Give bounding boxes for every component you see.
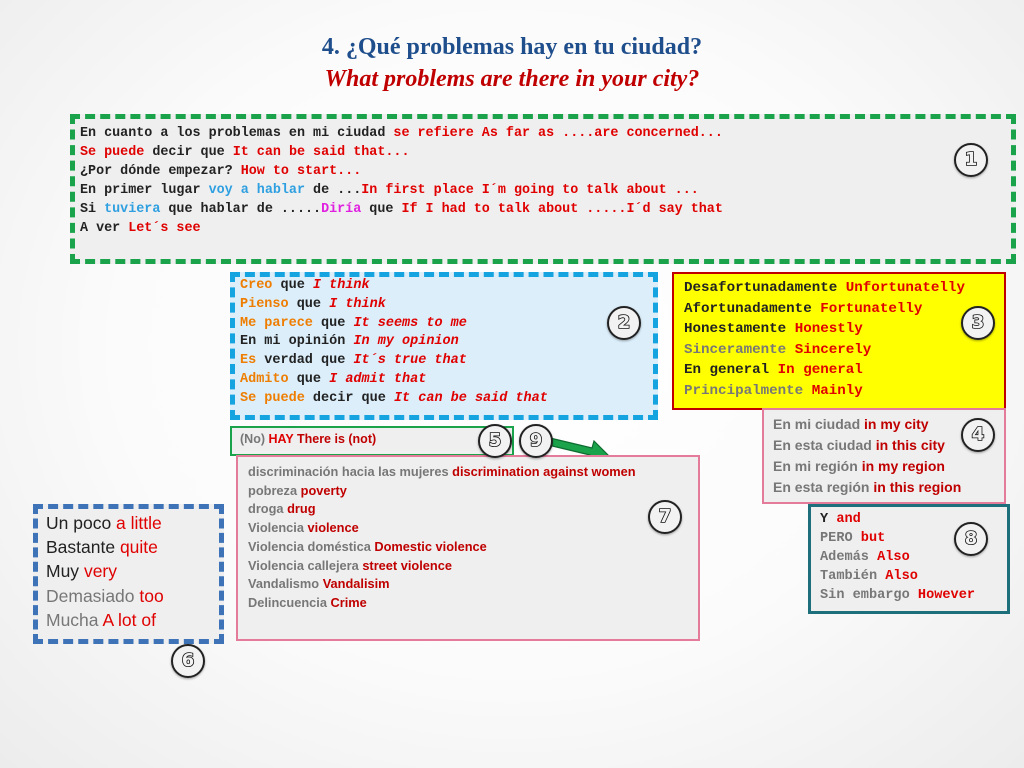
phrase-line — [820, 567, 975, 586]
phrase-segment: ¿Por dónde empezar? — [80, 164, 241, 179]
phrase-segment: poverty — [300, 482, 347, 498]
phrase-segment: Un poco — [46, 513, 117, 533]
box1-lines — [80, 124, 723, 238]
phrase-segment: de ... — [305, 183, 362, 198]
badge-1: 1 — [954, 143, 988, 177]
phrase-segment: decir que — [144, 145, 233, 160]
phrase-segment: Sinceramente — [684, 341, 795, 358]
phrase-line — [240, 390, 548, 409]
phrase-segment: Vandalismo — [248, 576, 323, 592]
phrase-segment: In first place I´m going to talk about ... — [361, 183, 699, 198]
phrase-segment: very — [83, 561, 117, 582]
phrase-segment: voy a hablar — [208, 183, 306, 198]
phrase-segment: En cuanto a los problemas en mi ciudad — [80, 126, 394, 141]
phrase-segment: discriminación hacia las mujeres — [248, 464, 453, 479]
phrase-segment: Creo — [240, 278, 273, 293]
phrase-line — [248, 575, 636, 594]
phrase-segment: It can be said that... — [232, 145, 410, 160]
phrase-line — [248, 500, 636, 519]
phrase-segment: It can be said that — [393, 390, 548, 406]
phrase-segment: It seems to me — [353, 315, 467, 331]
phrase-segment: A ver — [80, 221, 129, 236]
phrase-line — [240, 352, 548, 371]
phrase-segment: En general — [684, 362, 778, 378]
phrase-segment: Mainly — [811, 382, 863, 399]
phrase-line — [46, 511, 164, 535]
phrase-line — [820, 529, 975, 548]
phrase-segment: There is (not) — [293, 432, 377, 446]
phrase-segment: que — [312, 315, 354, 331]
phrase-line — [80, 181, 723, 200]
phrase-segment: En primer lugar — [80, 183, 209, 198]
phrase-line — [248, 519, 636, 538]
phrase-line — [240, 277, 548, 296]
phrase-segment: Si — [80, 202, 105, 217]
title-english: What problems are there in your city? — [324, 66, 700, 92]
box6-lines — [46, 511, 164, 632]
box8-lines — [820, 510, 975, 605]
phrase-segment: In my opinion — [353, 334, 459, 350]
phrase-line — [773, 435, 961, 456]
badge-3: 3 — [961, 306, 995, 340]
phrase-segment: que — [288, 296, 330, 312]
phrase-line — [46, 608, 164, 632]
phrase-segment: in my city — [864, 416, 929, 432]
phrase-line — [80, 200, 723, 219]
phrase-line — [80, 219, 723, 238]
phrase-segment: Let´s see — [128, 221, 201, 236]
phrase-segment: If I had to talk about .....I´d say that — [401, 202, 723, 217]
phrase-segment: Fortunatelly — [820, 300, 923, 317]
phrase-line — [248, 594, 636, 613]
phrase-segment: Diría — [321, 202, 362, 217]
phrase-line — [773, 456, 961, 477]
phrase-line — [46, 535, 164, 559]
phrase-segment: and — [836, 512, 861, 527]
phrase-line — [684, 340, 965, 361]
phrase-segment: Desafortunadamente — [684, 280, 846, 296]
phrase-segment: También — [820, 569, 886, 584]
phrase-segment: Violencia doméstica — [248, 538, 375, 554]
phrase-segment: decir que — [304, 390, 394, 406]
box7-lines — [248, 463, 636, 613]
phrase-segment: street violence — [362, 557, 452, 573]
badge-5: 5 — [478, 424, 512, 458]
phrase-segment: quite — [119, 537, 158, 558]
phrase-segment: Unfortunatelly — [845, 280, 965, 296]
phrase-line — [684, 278, 965, 299]
phrase-segment: Afortunadamente — [684, 300, 821, 317]
phrase-segment: Es — [240, 353, 257, 369]
phrase-segment: Sin embargo — [820, 588, 918, 603]
phrase-line — [248, 557, 636, 576]
phrase-line — [773, 414, 961, 435]
phrase-segment: A lot of — [102, 609, 156, 630]
box3-lines — [684, 278, 965, 401]
phrase-line — [240, 315, 548, 334]
phrase-segment: Violencia — [248, 520, 308, 536]
phrase-segment: discrimination against women — [452, 464, 636, 479]
phrase-segment: que — [288, 371, 330, 387]
title-spanish: 4. ¿Qué problemas hay en tu ciudad? — [321, 34, 703, 60]
phrase-line — [46, 584, 164, 608]
phrase-segment: Also — [877, 550, 910, 565]
phrase-segment: I think — [329, 296, 386, 312]
phrase-line — [820, 586, 975, 605]
phrase-line — [820, 510, 975, 529]
phrase-segment: (No) — [240, 432, 269, 446]
phrase-line — [80, 124, 723, 143]
phrase-segment: Also — [885, 569, 918, 584]
phrase-line — [240, 296, 548, 315]
phrase-segment: Domestic violence — [374, 538, 487, 554]
phrase-line — [684, 360, 965, 381]
phrase-segment: pobreza — [248, 482, 301, 498]
phrase-line — [684, 299, 965, 320]
phrase-segment: En mi ciudad — [773, 416, 865, 432]
phrase-line — [80, 143, 723, 162]
phrase-segment: in this region — [873, 479, 962, 495]
phrase-segment: que hablar de ..... — [160, 202, 322, 217]
badge-7: 7 — [648, 500, 682, 534]
phrase-segment: drug — [287, 501, 316, 517]
phrase-segment: droga — [248, 501, 288, 517]
phrase-segment: violence — [307, 520, 359, 536]
phrase-segment: a little — [116, 513, 162, 533]
phrase-line — [240, 333, 548, 352]
badge-6: 6 — [171, 644, 205, 678]
phrase-segment: Se puede — [80, 145, 145, 160]
phrase-line — [684, 381, 965, 402]
phrase-line — [248, 482, 636, 501]
phrase-segment: En mi región — [773, 458, 862, 474]
phrase-segment: HAY — [268, 432, 294, 446]
phrase-segment: Sincerely — [794, 341, 872, 358]
phrase-segment: En esta ciudad — [773, 437, 876, 453]
phrase-line — [240, 371, 548, 390]
phrase-line — [773, 477, 961, 498]
phrase-segment: In general — [777, 362, 863, 378]
phrase-segment: Y — [820, 512, 837, 527]
phrase-segment: It´s true that — [353, 353, 467, 369]
phrase-segment: PERO — [820, 531, 861, 546]
phrase-segment: However — [917, 588, 976, 603]
phrase-line — [248, 538, 636, 557]
phrase-segment: too — [139, 585, 164, 606]
phrase-segment: How to start... — [240, 164, 362, 179]
phrase-segment: Demasiado — [46, 585, 140, 606]
badge-2: 2 — [607, 306, 641, 340]
phrase-segment: I admit that — [329, 371, 427, 387]
phrase-segment: se refiere — [393, 126, 474, 141]
box5-line — [240, 432, 376, 446]
phrase-segment: but — [860, 531, 886, 546]
phrase-segment: verdad que — [256, 353, 354, 369]
phrase-segment: As far as ....are concerned... — [473, 126, 723, 141]
phrase-segment: Muy — [46, 561, 84, 582]
box4-lines — [773, 414, 961, 498]
phrase-segment: I think — [312, 278, 370, 293]
phrase-segment: Se puede — [240, 390, 305, 406]
phrase-segment: in my region — [861, 458, 945, 474]
phrase-segment: Me parece — [240, 315, 313, 331]
phrase-segment: que — [361, 202, 402, 217]
badge-8: 8 — [954, 522, 988, 556]
phrase-line — [820, 548, 975, 567]
box2-lines — [240, 277, 548, 409]
phrase-segment: Admito — [240, 371, 289, 387]
phrase-segment: Principalmente — [684, 382, 812, 399]
phrase-segment: Honestly — [794, 321, 863, 337]
phrase-segment: Crime — [330, 594, 367, 610]
phrase-segment: Honestamente — [684, 321, 795, 337]
phrase-line — [248, 463, 636, 482]
phrase-segment: Delincuencia — [248, 594, 331, 610]
phrase-line — [46, 559, 164, 583]
phrase-line — [80, 162, 723, 181]
phrase-segment: Además — [820, 550, 878, 565]
phrase-segment: Violencia callejera — [248, 557, 363, 573]
phrase-segment: Pienso — [240, 296, 289, 312]
phrase-segment: Mucha — [46, 609, 103, 630]
badge-4: 4 — [961, 418, 995, 452]
phrase-segment: que — [272, 278, 313, 293]
phrase-segment: in this city — [875, 437, 945, 453]
phrase-segment: tuviera — [104, 202, 161, 217]
phrase-segment: En esta región — [773, 479, 874, 495]
badge-9: 9 — [519, 424, 553, 458]
phrase-segment: Bastante — [46, 537, 120, 558]
phrase-segment: Vandalisim — [322, 576, 390, 592]
phrase-line — [684, 319, 965, 340]
phrase-segment: En mi opinión — [240, 334, 354, 350]
